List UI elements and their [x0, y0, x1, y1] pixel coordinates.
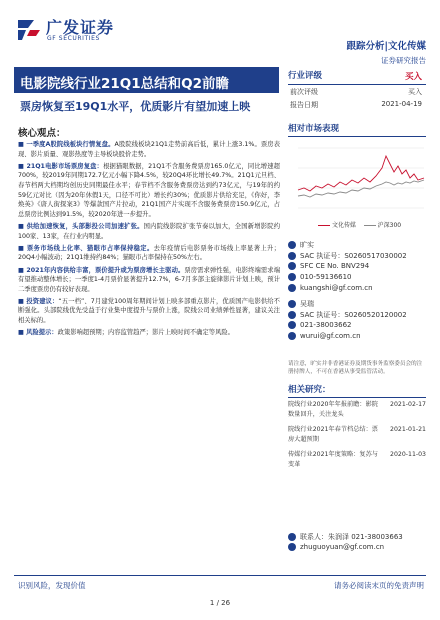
rating-row [288, 85, 426, 98]
license-icon [288, 311, 296, 319]
paragraph-lead: 投资建议： [26, 297, 59, 305]
logo-chinese-name: 广发证券 [46, 18, 115, 37]
phone-icon [288, 321, 296, 329]
bullet-icon: ■ [18, 162, 27, 170]
analyst-phone: 010-59136610 [300, 273, 352, 281]
analyst-license: SAC 执证号：S0260520120002 [300, 311, 407, 319]
page-footer [0, 575, 440, 620]
bullet-icon: ■ [18, 244, 27, 252]
footer-disclaimer-note: 请务必阅读末页的免责声明 [334, 581, 424, 590]
paragraph [18, 266, 280, 295]
analyst-row [288, 299, 426, 310]
analyst-disclaimer: 请注意，旷实并非香港证券及期货事务监察委员会的注册持牌人，不可在香港从事受监管活动。 [288, 361, 423, 375]
bullet-icon: ■ [18, 297, 27, 305]
paragraph [18, 244, 280, 263]
paragraph-text: 去年疫情后电影票务市场线上率显著上升；20Q4小幅波动；21Q1维持约84%；猫眼市占率保持在50%左右。 [18, 244, 281, 262]
related-research-date: 2020-11-03 [390, 451, 426, 458]
related-research-item[interactable] [288, 450, 426, 470]
legend-swatch-a [318, 225, 330, 226]
core-points-body [18, 140, 280, 340]
contact-row [288, 532, 426, 543]
paragraph-lead: 21Q1电影市场票房复盘： [26, 162, 104, 170]
paragraph [18, 297, 280, 326]
license-icon [288, 262, 296, 270]
analyst-row [288, 310, 426, 321]
legend-label-a: 文化传媒 [332, 222, 357, 229]
contact-info [288, 532, 426, 554]
paragraph-lead: 风险提示： [26, 329, 58, 337]
contact-row[interactable] [288, 543, 426, 554]
related-research-date: 2021-01-21 [390, 426, 426, 433]
report-header [0, 0, 440, 64]
contact-name: 联系人：朱润泽 021-38003663 [300, 533, 403, 541]
email-icon [288, 332, 296, 340]
rating-header [288, 69, 426, 85]
related-research-item[interactable] [288, 400, 426, 420]
analyst-name: 吴瑞 [300, 300, 314, 308]
bullet-icon: ■ [18, 266, 27, 274]
analyst-row [288, 321, 426, 332]
chart-series-line-b [298, 180, 424, 197]
analyst-sfc: SFC CE No. BNV294 [300, 262, 370, 270]
email-icon [288, 543, 296, 551]
analyst-row[interactable] [288, 284, 426, 295]
paragraph [18, 162, 280, 220]
license-icon [288, 252, 296, 260]
paragraph-lead: 2021年内容供给丰富，票价提升或为票房增长主驱动。 [26, 266, 185, 274]
rating-label: 行业评级 [288, 71, 323, 81]
report-subtitle: 票房恢复至19Q1水平，优质影片有望加速上映 [20, 100, 251, 113]
bullet-icon: ■ [18, 329, 27, 337]
paragraph [18, 222, 280, 241]
contact-icon [288, 533, 296, 541]
chart-legend [318, 220, 401, 229]
legend-label-b: 沪深300 [377, 222, 402, 229]
analyst-license: SAC 执证号：S0260517030002 [300, 252, 407, 260]
gf-logo-icon [14, 16, 42, 44]
phone-icon [288, 273, 296, 281]
core-points-label: 核心观点： [18, 128, 66, 139]
analyst-email[interactable]: kuangshi@gf.com.cn [300, 284, 373, 292]
report-category: 跟踪分析|文化传媒 [346, 41, 426, 52]
paragraph-text: “五一档”、7月建党100周年期间计划上映多部重点影片，优质国产电影供给不断强化。头部院线优先受益于行业集中度提升与票价上涨，院线公司业绩弹性显著，建议关注相关标的。 [18, 297, 280, 325]
related-research-title-text[interactable]: 院线行业2020年年报前瞻：影院数量回升，关注龙头 [288, 401, 378, 418]
email-icon [288, 284, 296, 292]
rating-row [288, 98, 426, 111]
related-research-title-text[interactable]: 院线行业2021年春节档总结：票房大超预期 [288, 426, 378, 443]
paragraph-lead: 供给加速恢复，头部影投公司加速扩张。 [26, 222, 144, 230]
rating-row-label: 报告日期 [290, 101, 318, 109]
report-type: 证券研究报告 [381, 56, 426, 65]
analyst-icon [288, 241, 296, 249]
footer-divider [14, 575, 426, 576]
relative-performance-title: 相对市场表现 [288, 122, 426, 137]
report-title: 电影院线行业21Q1总结和Q2前瞻 [14, 67, 279, 93]
related-research-item[interactable] [288, 425, 426, 445]
rating-value: 买入 [404, 72, 422, 82]
analyst-name: 旷实 [300, 241, 314, 249]
related-research-date: 2021-02-17 [390, 401, 426, 408]
related-research-title-text[interactable]: 传媒行业2021年度策略：复苏与变革 [288, 451, 378, 468]
paragraph-text: 票房需求弹性强，电影终端需求端有望推动整体增长；一季度1-4月票价显著提升12.7%，6-7月多部主旋律影片计划上映，预计二季度票房仍有较好表现。 [18, 266, 280, 293]
industry-rating-box [288, 69, 426, 111]
paragraph [18, 328, 280, 338]
footer-slogan: 识别风险，发现价值 [18, 581, 86, 590]
paragraph-text: A股院线板块21Q1走势前高后低，累计上涨3.1%。票房表现、影片质量、观影热度等主导板块股价走势。 [18, 141, 281, 158]
bullet-icon: ■ [18, 222, 27, 230]
paragraph-text: 国内院线影院扩张节奏以加大，全国新增影院约100家、13家，在行业内明显。 [18, 222, 281, 240]
analyst-email[interactable]: wurui@gf.com.cn [300, 332, 361, 340]
analyst-row [288, 240, 426, 251]
analyst-row [288, 251, 426, 262]
logo-english-name: GF SECURITIES [47, 35, 100, 42]
analyst-row [288, 262, 426, 273]
paragraph-lead: 票务市场线上化率、猫眼市占率保持稳定。 [26, 244, 154, 252]
chart-series-line-a [298, 156, 424, 191]
gf-securities-logo [14, 14, 124, 50]
rating-row-value: 买入 [408, 88, 422, 96]
analyst-phone: 021-38003662 [300, 321, 352, 329]
analyst-row [288, 273, 426, 284]
paragraph-text: 政策影响超预期；内容监管趋严；影片上映时间不确定等风险。 [57, 329, 234, 337]
analyst-row[interactable] [288, 332, 426, 343]
relative-performance-chart [288, 138, 426, 218]
paragraph [18, 140, 280, 159]
bullet-icon: ■ [18, 141, 27, 148]
related-research-list [288, 400, 426, 475]
paragraph-lead: 一季度A股院线板块行情复盘。 [26, 141, 115, 148]
header-category-block [347, 38, 426, 66]
page-number: 1 / 26 [209, 599, 231, 607]
rating-row-label: 前次评级 [290, 88, 318, 96]
rating-row-value: 2021-04-19 [381, 100, 422, 108]
paragraph-text: 根据猫眼数据，21Q1不含服务费票房165.0亿元，同比增速超700%，较2019年同期172.7亿元小幅下降4.5%，较20Q4环比增长49.7%。21Q1元旦档、春节档两大档期均创历史同期最佳水平；春节档不含服务费票房达到约73亿元，与19年的约59亿元对比（因为20年休假1天，口径不可比）增长约30%；优质影片供给充足，《你好，李焕英》《唐人街探案3》等爆款国产片拉动，21Q1国产片实现不含服务费票房150.9亿元，占总票房比例达到91.5%，较2020年进一步提升。 [18, 162, 280, 218]
related-research-title: 相关研究： [288, 383, 426, 398]
legend-swatch-b [364, 225, 376, 226]
analyst-info [288, 240, 426, 343]
contact-email[interactable]: zhuguoyuan@gf.com.cn [300, 543, 385, 551]
analyst-icon [288, 300, 296, 308]
